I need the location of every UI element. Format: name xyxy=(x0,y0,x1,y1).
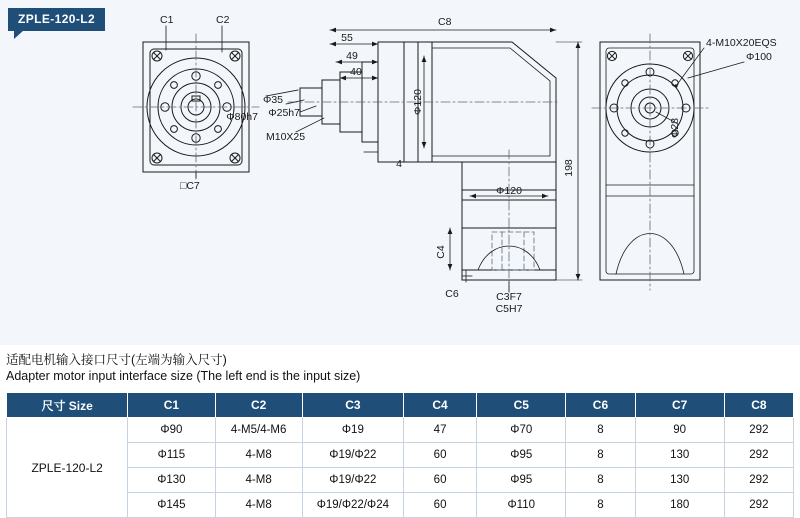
cell-c5: Φ70 xyxy=(477,418,566,443)
cell-c2: 4-M5/4-M6 xyxy=(215,418,302,443)
label-phi80h7: Φ80h7 xyxy=(226,111,258,123)
header-c2: C2 xyxy=(215,393,302,418)
header-c6: C6 xyxy=(566,393,635,418)
label-phi120-horizontal: Φ120 xyxy=(496,185,522,197)
output-bore-hidden xyxy=(492,232,534,270)
cell-c3: Φ19/Φ22/Φ24 xyxy=(302,493,403,518)
cell-model: ZPLE-120-L2 xyxy=(7,418,128,518)
label-c5h7: C5H7 xyxy=(495,303,523,315)
cell-c8: 292 xyxy=(724,468,793,493)
label-c1: C1 xyxy=(160,14,174,26)
cell-c8: 292 xyxy=(724,418,793,443)
cell-c1: Φ90 xyxy=(128,418,215,443)
cell-c4: 47 xyxy=(403,418,476,443)
cell-c2: 4-M8 xyxy=(215,443,302,468)
label-49: 49 xyxy=(346,50,358,62)
cell-c7: 90 xyxy=(635,418,724,443)
label-c8: C8 xyxy=(438,16,452,28)
label-bolt-callout: 4-M10X20EQS xyxy=(706,37,777,49)
label-4: 4 xyxy=(396,158,402,170)
caption-english: Adapter motor input interface size (The left end is the input size) xyxy=(6,369,361,383)
cell-c7: 130 xyxy=(635,468,724,493)
cell-c5: Φ95 xyxy=(477,468,566,493)
cell-c4: 60 xyxy=(403,443,476,468)
bolt-hole xyxy=(171,82,178,89)
header-c8: C8 xyxy=(724,393,793,418)
label-c7: □C7 xyxy=(180,180,200,192)
cell-c2: 4-M8 xyxy=(215,493,302,518)
label-phi100: Φ100 xyxy=(746,51,772,63)
cell-c3: Φ19/Φ22 xyxy=(302,443,403,468)
cell-c5: Φ110 xyxy=(477,493,566,518)
label-40: 40 xyxy=(350,66,362,78)
caption-block xyxy=(6,352,706,384)
cell-c6: 8 xyxy=(566,493,635,518)
header-c1: C1 xyxy=(128,393,215,418)
header-c3: C3 xyxy=(302,393,403,418)
cell-c5: Φ95 xyxy=(477,443,566,468)
label-c6: C6 xyxy=(445,288,459,300)
cell-c1: Φ145 xyxy=(128,493,215,518)
dimension-table xyxy=(6,392,794,518)
model-tag: ZPLE-120-L2 xyxy=(8,8,105,31)
table-row xyxy=(7,418,794,443)
label-phi28: Φ28 xyxy=(669,117,681,139)
header-c4: C4 xyxy=(403,393,476,418)
cell-c7: 180 xyxy=(635,493,724,518)
label-198: 198 xyxy=(563,159,575,177)
cell-c1: Φ115 xyxy=(128,443,215,468)
cell-c4: 60 xyxy=(403,493,476,518)
cell-c6: 8 xyxy=(566,418,635,443)
cell-c3: Φ19 xyxy=(302,418,403,443)
table-header-row xyxy=(7,393,794,418)
cell-c3: Φ19/Φ22 xyxy=(302,468,403,493)
caption-chinese: 适配电机输入接口尺寸(左端为输入尺寸) xyxy=(6,353,227,367)
label-m10x25: M10X25 xyxy=(266,131,306,143)
cell-c2: 4-M8 xyxy=(215,468,302,493)
label-c2: C2 xyxy=(216,14,230,26)
bolt-hole xyxy=(215,126,222,133)
label-phi35: Φ35 xyxy=(262,94,283,106)
model-tag-tail xyxy=(14,30,24,39)
cell-c6: 8 xyxy=(566,443,635,468)
header-c7: C7 xyxy=(635,393,724,418)
cell-c4: 60 xyxy=(403,468,476,493)
header-c5: C5 xyxy=(477,393,566,418)
label-c3f7: C3F7 xyxy=(496,291,522,303)
cell-c8: 292 xyxy=(724,443,793,468)
cell-c8: 292 xyxy=(724,493,793,518)
cell-c7: 130 xyxy=(635,443,724,468)
cell-c1: Φ130 xyxy=(128,468,215,493)
bolt-hole xyxy=(622,80,628,86)
label-55: 55 xyxy=(341,32,353,44)
cell-c6: 8 xyxy=(566,468,635,493)
bolt-hole xyxy=(171,126,178,133)
bolt-hole xyxy=(622,130,628,136)
label-c4: C4 xyxy=(435,245,447,259)
bolt-hole xyxy=(215,82,222,89)
label-phi120-vertical: Φ120 xyxy=(412,89,424,115)
header-size: 尺寸 Size xyxy=(7,393,128,418)
label-phi25h7: Φ25h7 xyxy=(268,107,300,119)
